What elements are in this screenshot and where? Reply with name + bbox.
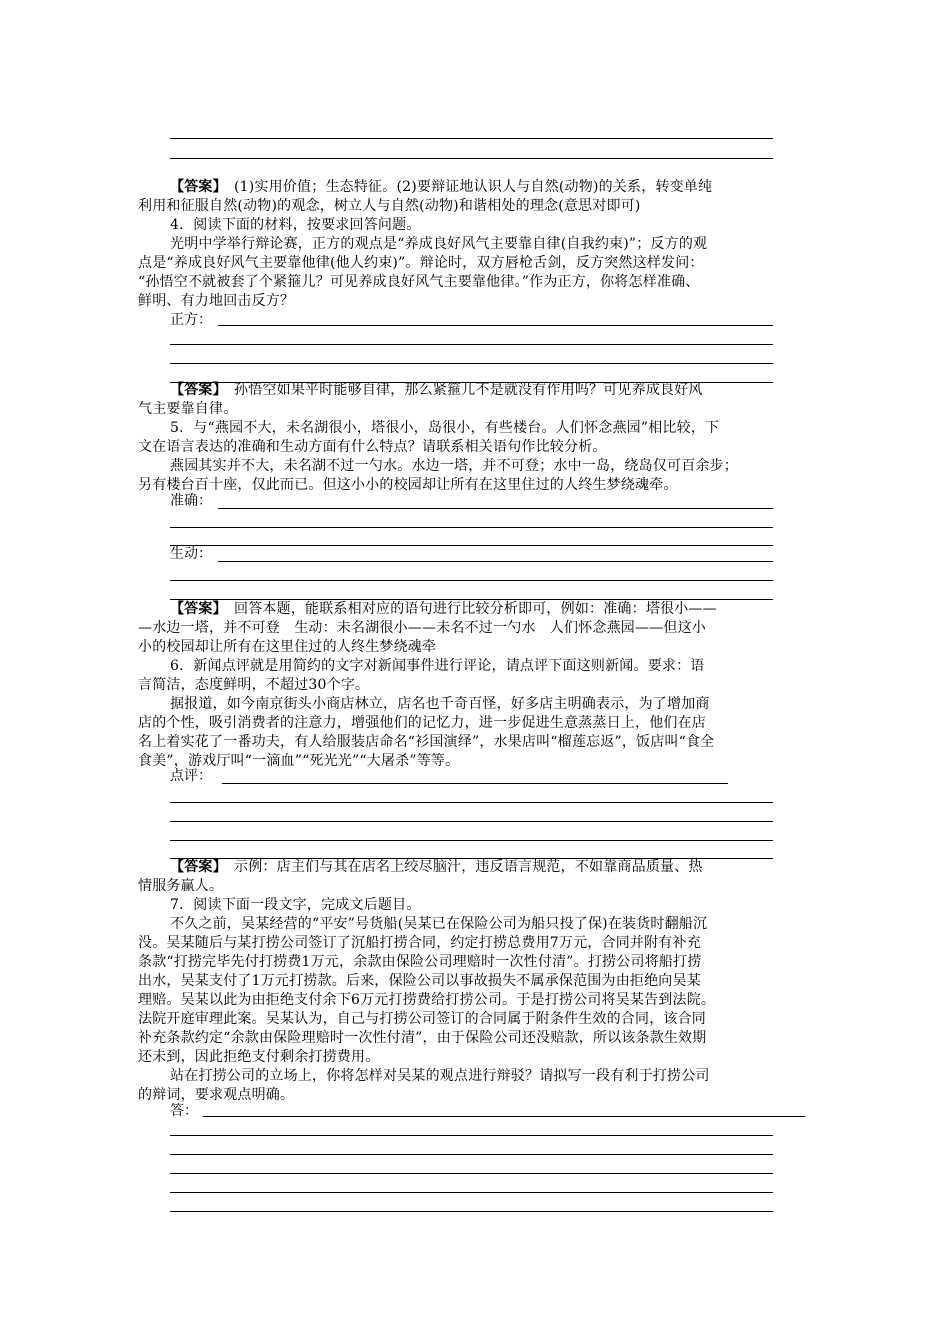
- answer-line[interactable]: [218, 325, 773, 326]
- q7-passage-line-6: 法院开庭审理此案。吴某认为，自己与打捞公司签订的合同属于附条件生效的合同，该合同: [138, 1011, 706, 1027]
- q5-heading-line-1: 5．与“燕园不大，未名湖很小，塔很小，岛很小，有些楼台。人们怀念燕园”相比较，下: [170, 420, 720, 436]
- answer-line[interactable]: [170, 344, 773, 345]
- answer-line[interactable]: [170, 802, 773, 803]
- q6-heading-line-2: 言简洁，态度鲜明，不超过30个字。: [138, 677, 370, 693]
- answer-label: 【答案】: [170, 601, 220, 617]
- q7-passage-line-1: 不久之前，吴某经营的“平安”号货船(吴某已在保险公司为船只投了保)在装货时翻船沉: [170, 916, 708, 932]
- q5-answer-line-1: 【答案】 回答本题，能联系相对应的语句进行比较分析即可，例如：准确：塔很小——: [170, 601, 717, 617]
- q4-material-line-2: 点是“养成良好风气主要靠他律(他人约束)”。辩论时，双方唇枪舌剑，反方突然这样发问：: [138, 255, 704, 271]
- q7-passage-line-8: 还未到，因此拒绝支付剩余打捞费用。: [138, 1049, 380, 1065]
- q6-prompt: 点评：: [170, 768, 212, 784]
- q4-heading: 4．阅读下面的材料，按要求回答问题。: [170, 217, 421, 233]
- q7-passage-line-2: 没。吴某随后与某打捞公司签订了沉船打捞合同，约定打捞总费用7万元，合同并附有补充: [138, 935, 701, 951]
- answer-line[interactable]: [218, 561, 773, 562]
- q5-prompt-accurate: 准确：: [170, 493, 212, 509]
- q6-answer-line-1: 【答案】 示例：店主们与其在店名上绞尽脑汁，违反语言规范，不如靠商品质量、热: [170, 859, 703, 875]
- answer-line[interactable]: [170, 840, 773, 841]
- q5-passage-line-1: 燕园其实并不大，未名湖不过一勺水。水边一塔，并不可登；水中一岛，绕岛仅可百余步；: [170, 458, 738, 474]
- q4-material-line-4: 鲜明、有力地回击反方？: [138, 293, 295, 309]
- answer-label: 【答案】: [170, 179, 220, 195]
- answer-line[interactable]: [170, 1135, 773, 1136]
- q4-prompt: 正方：: [170, 312, 212, 328]
- q4-answer-line-2: 气主要靠自律。: [138, 401, 238, 417]
- q7-question-line-1: 站在打捞公司的立场上，你将怎样对吴某的观点进行辩驳？请拟写一段有利于打捞公司: [170, 1068, 710, 1084]
- answer-line[interactable]: [218, 508, 773, 509]
- q5-prompt-vivid: 生动：: [170, 546, 212, 562]
- q7-passage-line-5: 理赔。吴某以此为由拒绝支付余下6万元打捞费给打捞公司。于是打捞公司将吴某告到法院。: [138, 992, 716, 1008]
- answer-line[interactable]: [170, 545, 773, 546]
- answer-line[interactable]: [170, 1154, 773, 1155]
- answer-line[interactable]: [170, 138, 773, 139]
- q5-heading-line-2: 文在语言表达的准确和生动方面有什么特点？请联系相关语句作比较分析。: [138, 439, 607, 455]
- answer-label: 【答案】: [170, 382, 220, 398]
- q3-answer-line-1: 【答案】 (1)实用价值；生态特征。(2)要辩证地认识人与自然(动物)的关系，转变单纯: [170, 179, 713, 195]
- q7-passage-line-4: 出水，吴某支付了1万元打捞款。后来，保险公司以事故损失不属承保范围为由拒绝向吴某: [138, 973, 701, 989]
- q7-heading: 7．阅读下面一段文字，完成文后题目。: [170, 897, 421, 913]
- q4-material-line-1: 光明中学举行辩论赛，正方的观点是“养成良好风气主要靠自律(自我约束)”；反方的观: [170, 236, 708, 252]
- answer-line[interactable]: [170, 1192, 773, 1193]
- q5-answer-line-2: —水边一塔，并不可登 生动：未名湖很小——未名不过一勺水 人们怀念燕园——但这小: [138, 620, 706, 636]
- answer-line[interactable]: [222, 783, 728, 784]
- answer-line[interactable]: [170, 821, 773, 822]
- answer-line[interactable]: [170, 580, 773, 581]
- answer-line[interactable]: [170, 527, 773, 528]
- answer-line[interactable]: [170, 1211, 773, 1212]
- q4-material-line-3: “孙悟空不就被套了个紧箍儿？可见养成良好风气主要靠他律。”作为正方，你将怎样准确、: [138, 274, 700, 290]
- q3-answer-line-2: 利用和征服自然(动物)的观念，树立人与自然(动物)和谐相处的理念(意思对即可): [138, 198, 641, 214]
- answer-line[interactable]: [170, 1173, 773, 1174]
- q6-heading-line-1: 6．新闻点评就是用简约的文字对新闻事件进行评论，请点评下面这则新闻。要求：语: [170, 658, 705, 674]
- q7-passage-line-7: 补充条款约定“余款由保险理赔时一次性付清”，由于保险公司还没赔款，所以该条款生效期: [138, 1030, 707, 1046]
- q6-news-line-4: 食美”，游戏厅叫“一滴血”“死光光”“大屠杀”等等。: [138, 753, 460, 769]
- q6-news-line-3: 名上着实花了一番功夫，有人给服装店命名“衫国演绎”，水果店叫“榴莲忘返”，饭店叫“食全: [138, 734, 715, 750]
- q7-passage-line-3: 条款“打捞完毕先付打捞费1万元，余款由保险公司理赔时一次性付清”。打捞公司将船打捞: [138, 954, 702, 970]
- answer-line[interactable]: [203, 1116, 805, 1117]
- q5-passage-line-2: 另有楼台百十座，仅此而已。但这小小的校园却让所有在这里住过的人终生梦绕魂牵。: [138, 477, 678, 493]
- q4-answer-line-1: 【答案】 孙悟空如果平时能够自律，那么紧箍儿不是就没有作用吗？可见养成良好风: [170, 382, 703, 398]
- q6-news-line-2: 店的个性，吸引消费者的注意力，增强他们的记忆力，进一步促进生意蒸蒸日上，他们在店: [138, 715, 706, 731]
- answer-label: 【答案】: [170, 859, 220, 875]
- q7-question-line-2: 的辩词，要求观点明确。: [138, 1087, 295, 1103]
- answer-line[interactable]: [170, 158, 773, 159]
- q6-answer-line-2: 情服务赢人。: [138, 878, 224, 894]
- q5-answer-line-3: 小的校园却让所有在这里住过的人终生梦绕魂牵: [138, 639, 437, 655]
- answer-line[interactable]: [170, 363, 773, 364]
- q7-prompt: 答：: [170, 1103, 198, 1119]
- q6-news-line-1: 据报道，如今南京街头小商店林立，店名也千奇百怪，好多店主明确表示，为了增加商: [170, 696, 710, 712]
